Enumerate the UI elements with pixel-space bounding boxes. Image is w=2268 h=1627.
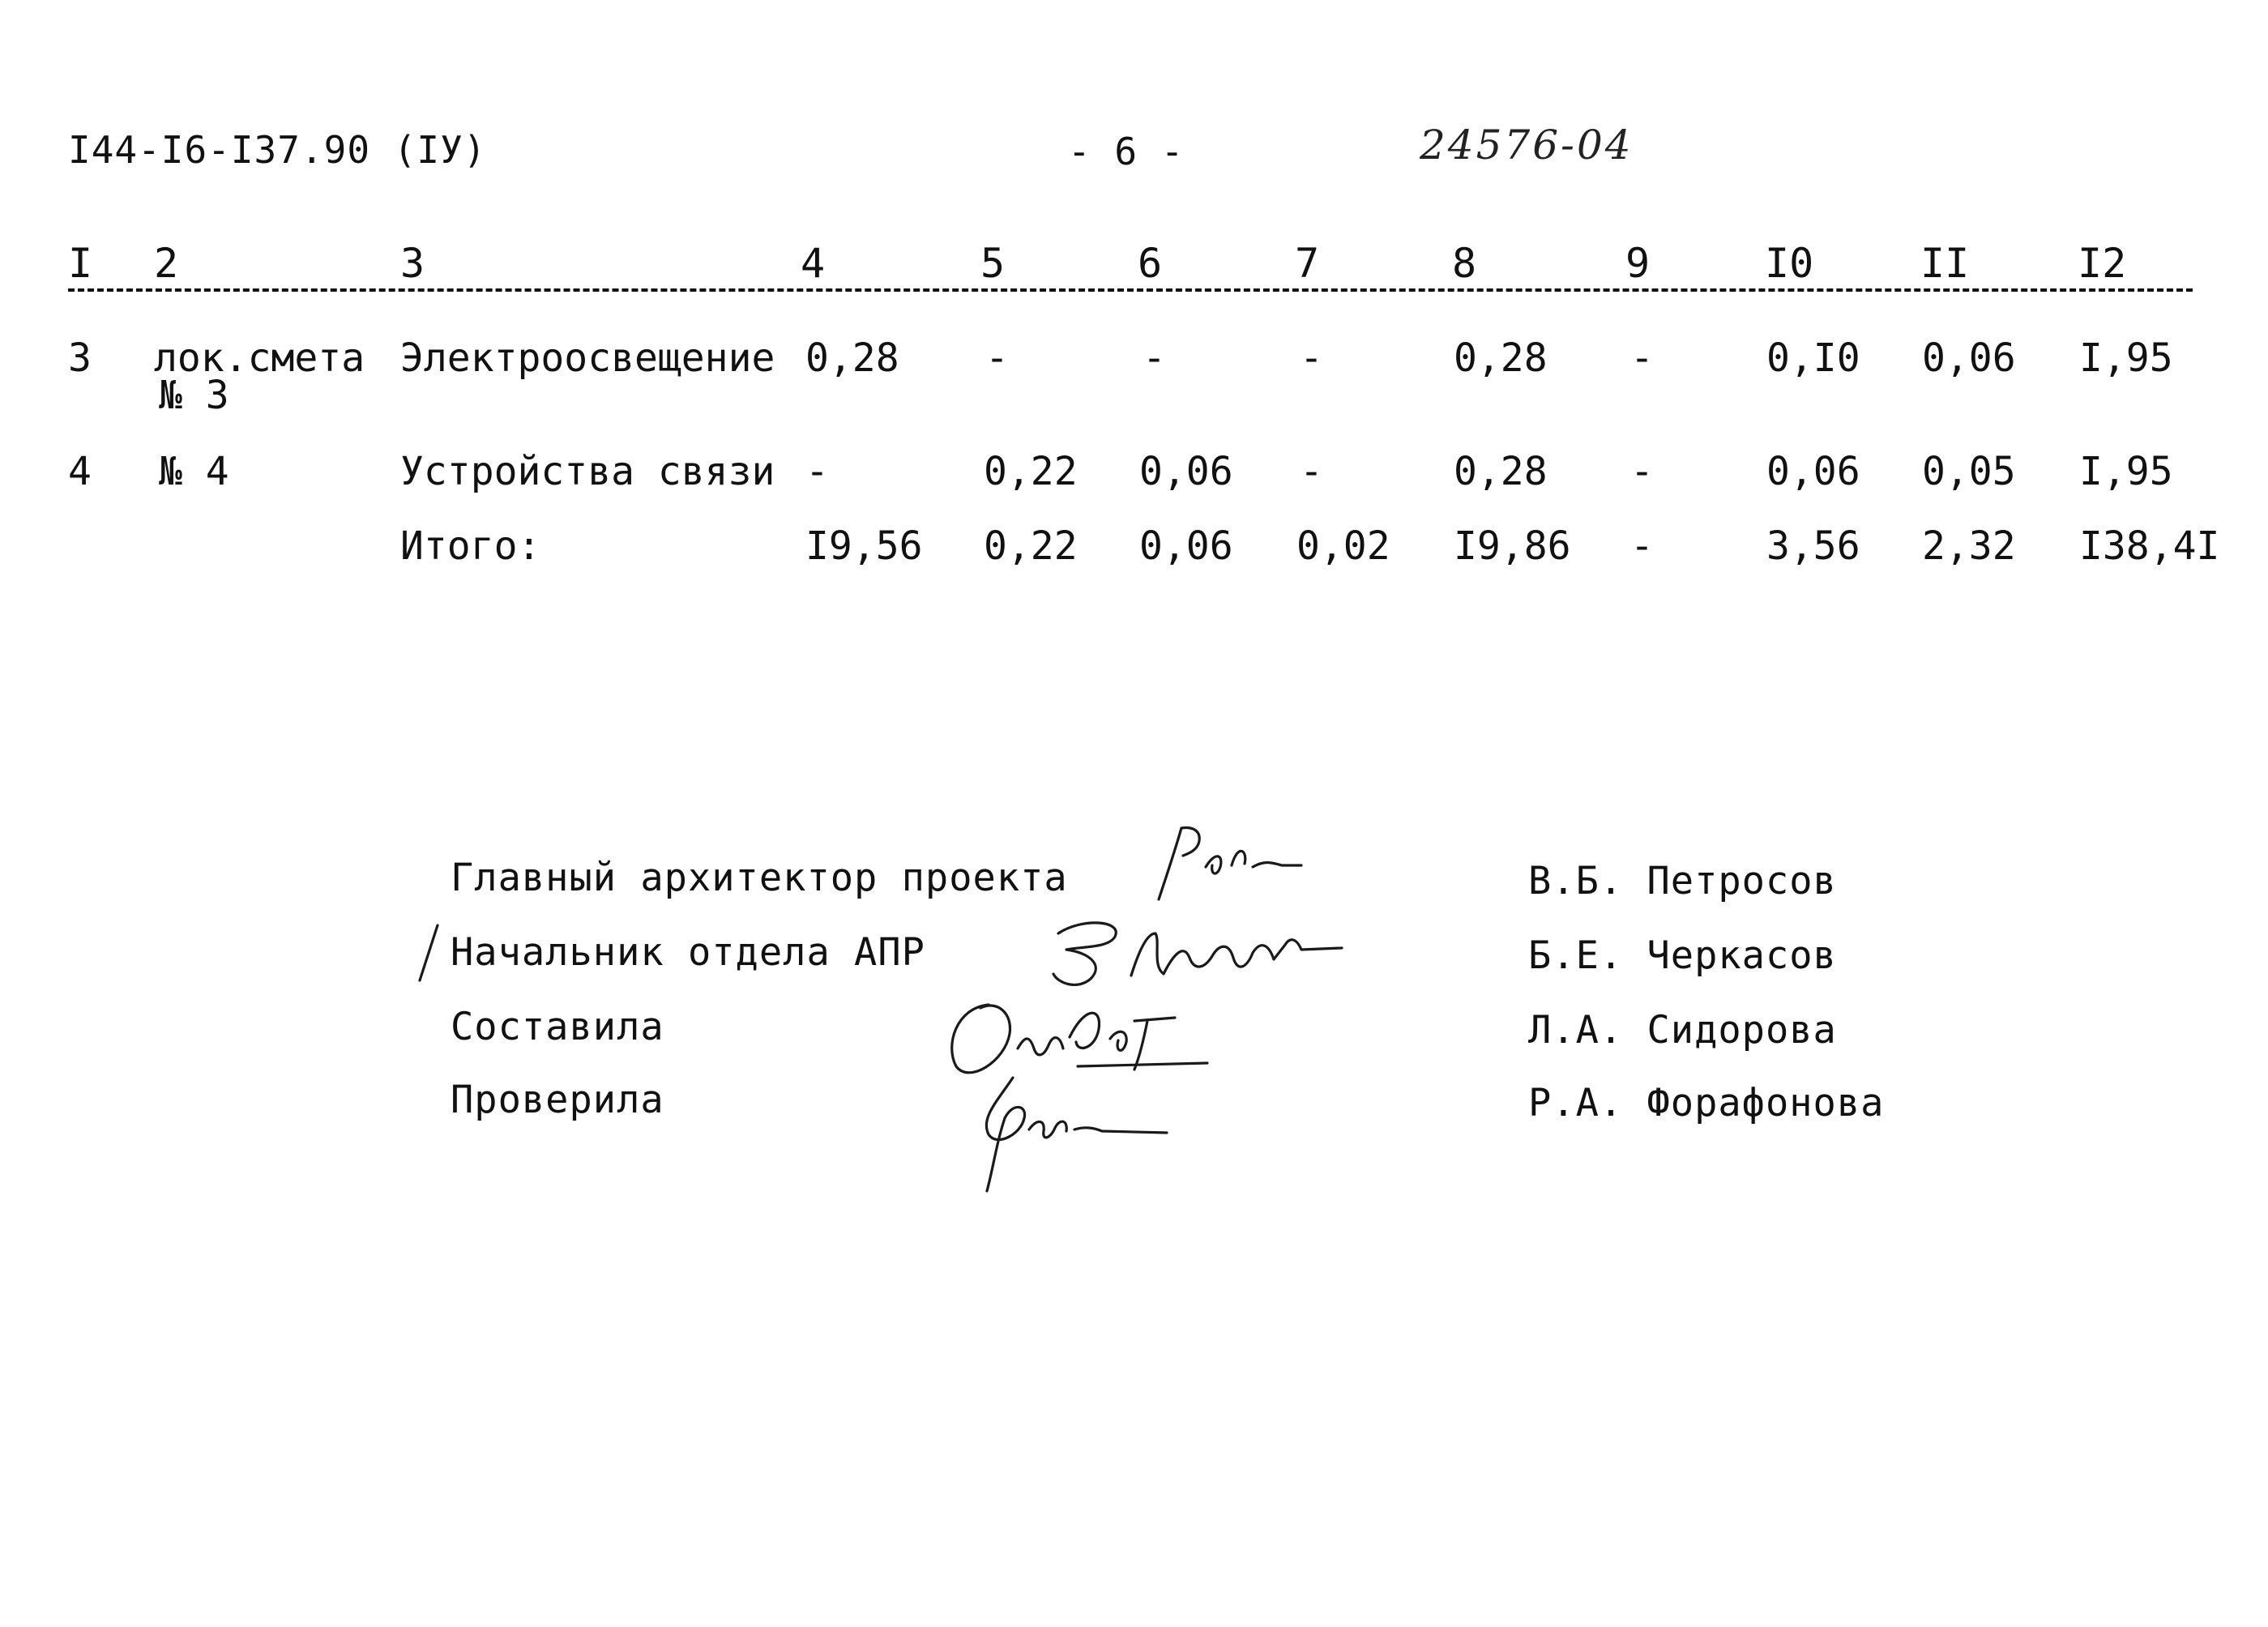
signature-role: Начальник отдела АПР [451, 930, 925, 975]
signatory-name: В.Б. Петросов [1528, 859, 1837, 903]
col-header-8: 8 [1452, 240, 1477, 287]
cell-col12: I,95 [2079, 449, 2173, 494]
col-header-12: I2 [2078, 240, 2127, 287]
cell-col8: 0,28 [1454, 335, 1548, 381]
cell-col6: 0,06 [1139, 449, 1233, 494]
signature-role: Главный архитектор проекта [451, 856, 1068, 900]
signature-1 [1143, 818, 1321, 907]
cell-col9: - [1630, 335, 1654, 381]
col-header-6: 6 [1138, 240, 1163, 287]
cell-col11: 0,05 [1922, 449, 2016, 494]
signature-2 [1034, 909, 1358, 998]
total-col7: 0,02 [1296, 523, 1390, 569]
stamp-number: 24576-04 [1420, 122, 1634, 169]
col-header-5: 5 [980, 240, 1006, 287]
cell-document: лок.смета [154, 335, 365, 381]
cell-name: Электроосвещение [400, 335, 775, 381]
signature-4 [964, 1070, 1207, 1199]
col-header-2: 2 [154, 240, 179, 287]
cell-col12: I,95 [2079, 335, 2173, 381]
total-col4: I9,56 [805, 523, 923, 569]
cell-number: 3 [68, 335, 92, 381]
slash-mark [413, 920, 446, 985]
cell-col10: 0,I0 [1766, 335, 1860, 381]
cell-document: № 4 [159, 449, 229, 494]
signature-role: Составила [451, 1005, 664, 1049]
total-label: Итого: [400, 523, 541, 569]
cell-col11: 0,06 [1922, 335, 2016, 381]
total-col8: I9,86 [1454, 523, 1571, 569]
total-col9: - [1630, 523, 1654, 569]
cell-col5: 0,22 [984, 449, 1078, 494]
signatory-name: Б.Е. Черкасов [1528, 933, 1837, 978]
cell-number: 4 [68, 449, 92, 494]
cell-name: Устройства связи [400, 449, 775, 494]
total-col6: 0,06 [1139, 523, 1233, 569]
cell-col9: - [1630, 449, 1654, 494]
total-col5: 0,22 [984, 523, 1078, 569]
cell-col7: - [1300, 449, 1323, 494]
cell-col10: 0,06 [1766, 449, 1860, 494]
cell-col4: - [805, 449, 829, 494]
signature-role: Проверила [451, 1078, 664, 1122]
cell-col6: - [1143, 335, 1166, 381]
col-header-1: I [68, 240, 93, 287]
page-number: - 6 - [1068, 130, 1185, 173]
header-rule [68, 288, 2193, 292]
cell-col7: - [1300, 335, 1323, 381]
signatory-name: Л.А. Сидорова [1528, 1008, 1837, 1053]
cell-col8: 0,28 [1454, 449, 1548, 494]
cell-col5: - [985, 335, 1009, 381]
col-header-4: 4 [801, 240, 826, 287]
signatory-name: Р.А. Форафонова [1528, 1081, 1885, 1125]
total-col12: I38,4I [2079, 523, 2220, 569]
col-header-9: 9 [1625, 240, 1651, 287]
document-code: I44-I6-I37.90 (IУ) [68, 128, 487, 172]
total-col11: 2,32 [1922, 523, 2016, 569]
total-col10: 3,56 [1766, 523, 1860, 569]
col-header-7: 7 [1295, 240, 1320, 287]
col-header-3: 3 [400, 240, 425, 287]
cell-col4: 0,28 [805, 335, 899, 381]
col-header-11: II [1920, 240, 1970, 287]
cell-document-number: № 3 [159, 373, 229, 418]
col-header-10: I0 [1765, 240, 1814, 287]
